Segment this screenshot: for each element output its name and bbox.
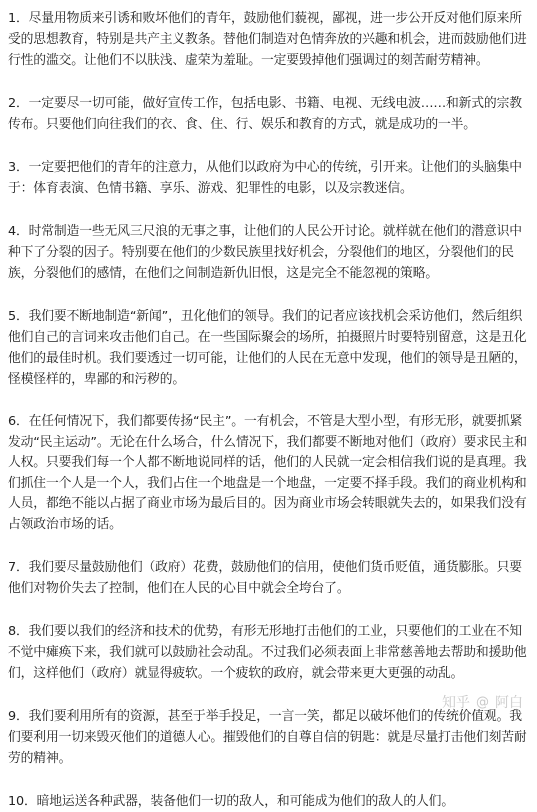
paragraph-1: 1．尽量用物质来引诱和败坏他们的青年，鼓励他们藐视，鄙视，进一步公开反对他们原来所受的思想教育，特别是共产主义教条。替他们制造对色情奔放的兴趣和机会，进而鼓励他们进行性的滥交。让他们不以肤浅、虚荣为羞耻。一定要毁掉他们强调过的刻苦耐劳精神。 bbox=[8, 11, 527, 68]
paragraph-5: 5．我们要不断地制造“新闻”，丑化他们的领导。我们的记者应该找机会采访他们，然后组织他们自己的言词来攻击他们自己。在一些国际聚会的场所，拍摄照片时要特别留意，这是丑化他们的最佳时机。我们要透过一切可能，让他们的人民在无意中发现，他们的领导是丑陋的，怪模怪样的，卑鄙的和污秽的。 bbox=[8, 309, 527, 387]
paragraph-10: 10．暗地运送各种武器，装备他们一切的敌人，和可能成为他们的敌人的人们。 bbox=[8, 794, 454, 809]
watermark-author: 阿白 bbox=[495, 695, 523, 711]
paragraph-2: 2．一定要尽一切可能，做好宣传工作，包括电影、书籍、电视、无线电波……和新式的宗教传布。只要他们向往我们的衣、食、住、行、娱乐和教育的方式，就是成功的一半。 bbox=[8, 96, 522, 132]
paragraph-3: 3．一定要把他们的青年的注意力，从他们以政府为中心的传统，引开来。让他们的头脑集中于：体育表演、色情书籍、享乐、游戏、犯罪性的电影，以及宗教迷信。 bbox=[8, 160, 522, 196]
zhihu-watermark bbox=[442, 692, 523, 712]
paragraph-7: 7．我们要尽量鼓励他们（政府）花费，鼓励他们的信用，使他们货币贬值，通货膨胀。只要他们对物价失去了控制，他们在人民的心目中就会全垮台了。 bbox=[8, 560, 522, 596]
paragraph-8: 8．我们要以我们的经济和技术的优势，有形无形地打击他们的工业，只要他们的工业在不知不觉中瘫痪下来，我们就可以鼓励社会动乱。不过我们必须表面上非常慈善地去帮助和援助他们，这样他们（政府）就显得疲软。一个疲软的政府，就会带来更大更强的动乱。 bbox=[8, 624, 527, 681]
paragraph-4: 4．时常制造一些无风三尺浪的无事之事，让他们的人民公开讨论。就样就在他们的潜意识中种下了分裂的因子。特别要在他们的少数民族里找好机会，分裂他们的地区，分裂他们的民族，分裂他们的感情，在他们之间制造新仇旧恨，这是完全不能忽视的策略。 bbox=[8, 224, 522, 281]
watermark-separator: @ bbox=[476, 694, 489, 710]
paragraph-6: 6．在任何情况下，我们都要传扬“民主”。一有机会，不管是大型小型，有形无形，就要抓紧发动“民主运动”。无论在什么场合，什么情况下，我们都要不断地对他们（政府）要求民主和人权。只要我们每一个人都不断地说同样的话，他们的人民就一定会相信我们说的是真理。我们抓住一个人是一个人，我们占住一个地盘是一个地盘，一定要不择手段。我们的商业机构和人员，都绝不能以占据了商业市场为最后目的。因为商业市场会转眼就失去的，如果我们没有占领政治市场的话。 bbox=[8, 414, 527, 532]
paragraph-9: 9．我们要利用所有的资源，甚至于举手投足，一言一笑，都足以破坏他们的传统价值观。我们要利用一切来毁灭他们的道德人心。摧毁他们的自尊自信的钥匙：就是尽量打击他们刻苦耐劳的精神。 bbox=[8, 709, 527, 766]
watermark-site: 知乎 bbox=[442, 695, 470, 711]
